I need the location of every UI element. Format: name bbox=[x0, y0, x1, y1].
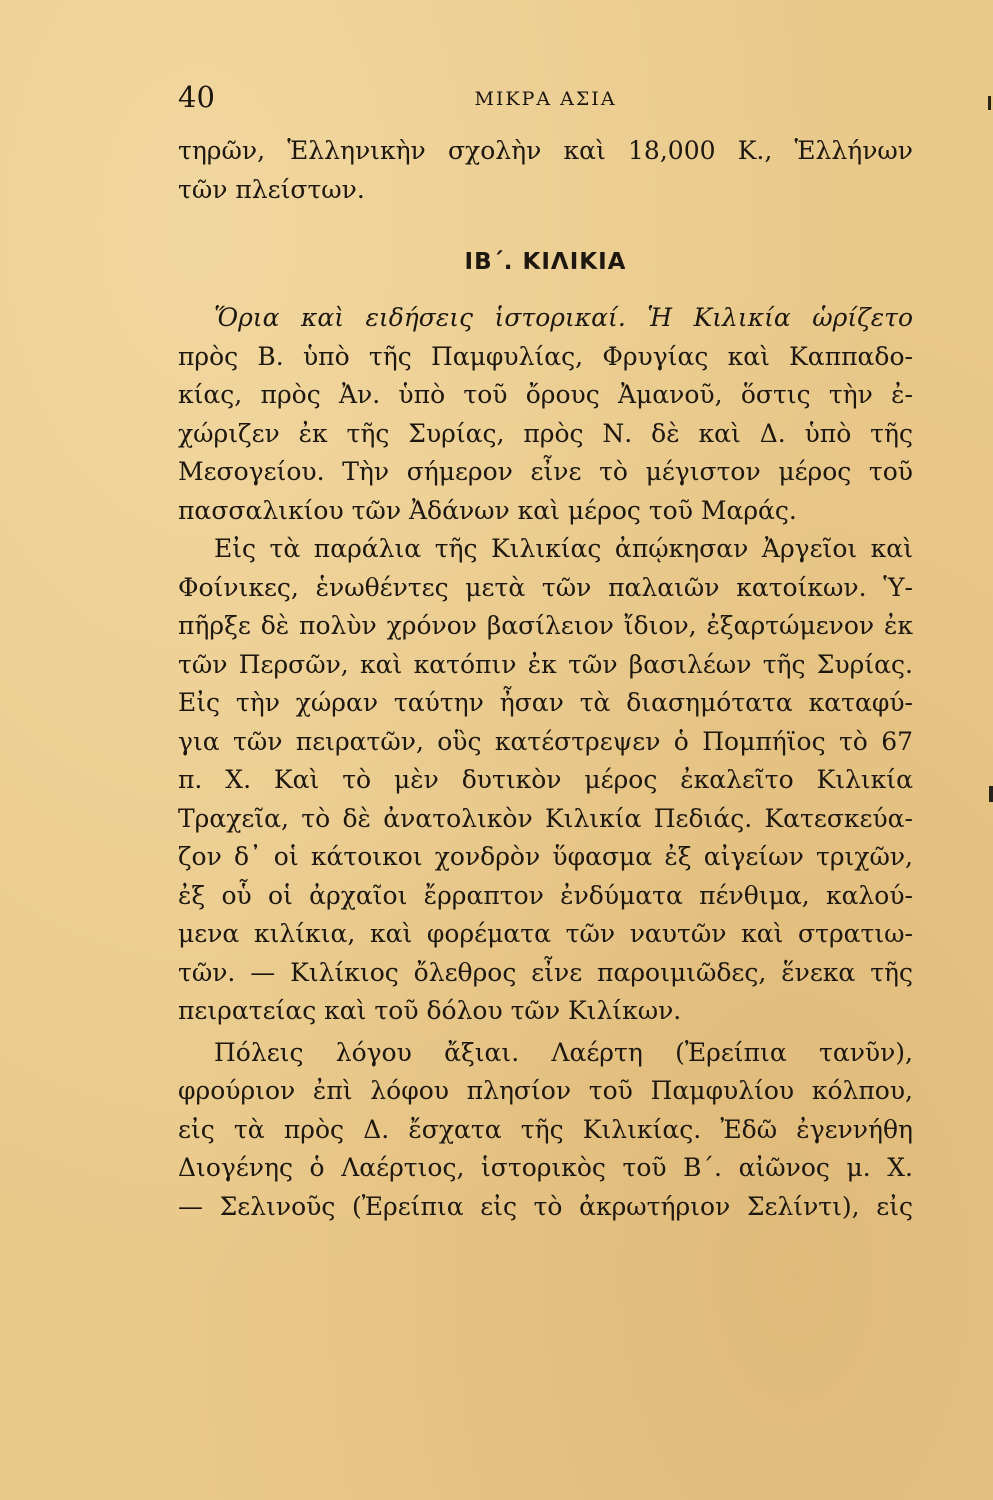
text-line: Διογένης ὁ Λαέρτιος, ἱστορικὸς τοῦ Β΄. αἰῶνος μ. Χ. bbox=[178, 1153, 913, 1182]
margin-mark bbox=[988, 96, 991, 110]
section-heading: ΙΒ΄. ΚΙΛΙΚΙΑ bbox=[464, 249, 627, 275]
text-line: τῶν πλείστων. bbox=[178, 174, 365, 204]
body-text bbox=[178, 132, 913, 1226]
text-line: πειρατείας καὶ τοῦ δόλου τῶν Κιλίκων. bbox=[178, 996, 682, 1025]
text-line: τῶν. — Κιλίκιος ὄλεθρος εἶνε παροιμιῶδες, ἕνεκα τῆς bbox=[178, 957, 913, 987]
text-line: τηρῶν, Ἑλληνικὴν σχολὴν καὶ 18,000 Κ., Ἑλλήνων bbox=[178, 136, 913, 165]
text-line: Μεσογείου. Τὴν σήμερον εἶνε τὸ μέγιστον μέρος τοῦ bbox=[178, 457, 913, 486]
text-line: πρὸς Β. ὑπὸ τῆς Παμφυλίας, Φρυγίας καὶ Καππαδο- bbox=[178, 341, 913, 371]
page-number: 40 bbox=[178, 80, 215, 114]
text-line: Ὅρια καὶ ειδήσεις ἱστορικαί. Ἡ Κιλικία ὡρίζετο bbox=[214, 303, 913, 332]
text-line: Φοίνικες, ἑνωθέντες μετὰ τῶν παλαιῶν κατοίκων. Ὑ- bbox=[178, 572, 913, 602]
text-line: εἰς τὰ πρὸς Δ. ἔσχατα τῆς Κιλικίας. Ἐδῶ ἐγεννήθη bbox=[178, 1114, 913, 1144]
text-line: Τραχεῖα, τὸ δὲ ἀνατολικὸν Κιλικία Πεδιάς. Κατεσκεύα- bbox=[178, 803, 913, 833]
text-line: τῶν Περσῶν, καὶ κατόπιν ἐκ τῶν βασιλέων τῆς Συρίας. bbox=[178, 649, 913, 679]
text-line: π. Χ. Καὶ τὸ μὲν δυτικὸν μέρος ἐκαλεῖτο Κιλικία bbox=[178, 765, 913, 794]
text-line: χώριζεν ἐκ τῆς Συρίας, πρὸς Ν. δὲ καὶ Δ. ὑπὸ τῆς bbox=[178, 418, 913, 448]
margin-mark bbox=[989, 786, 993, 802]
text-line: ζον δ᾽ οἱ κάτοικοι χονδρὸν ὕφασμα ἐξ αἰγείων τριχῶν, bbox=[178, 842, 913, 871]
text-line: Εἰς τὴν χώραν ταύτην ἦσαν τὰ διασημότατα καταφύ- bbox=[178, 688, 913, 717]
subsection-line: Πόλεις λόγου ἄξιαι. Λαέρτη (Ἐρείπια τανῦν), bbox=[214, 1037, 913, 1067]
text-line: φρούριον ἐπὶ λόφου πλησίον τοῦ Παμφυλίου κόλπου, bbox=[178, 1076, 913, 1105]
text-line: ἐξ οὗ οἱ ἀρχαῖοι ἔρραπτον ἐνδύματα πένθιμα, καλού- bbox=[178, 880, 913, 910]
text-line: κίας, πρὸς Ἀν. ὑπὸ τοῦ ὄρους Ἀμανοῦ, ὅστις τὴν ἐ- bbox=[178, 380, 913, 409]
text-line: Εἰς τὰ παράλια τῆς Κιλικίας ἀπῴκησαν Ἀργεῖοι καὶ bbox=[214, 534, 913, 563]
page-header bbox=[178, 80, 913, 120]
text-line: για τῶν πειρατῶν, οὓς κατέστρεψεν ὁ Πομπήϊος τὸ 67 bbox=[178, 726, 913, 756]
text-line: — Σελινοῦς (Ἐρείπια εἰς τὸ ἀκρωτήριον Σελίντι), εἰς bbox=[178, 1191, 913, 1221]
text-line: πασσαλικίου τῶν Ἀδάνων καὶ μέρος τοῦ Μαράς. bbox=[178, 495, 797, 525]
text-line: πῆρξε δὲ πολὺν χρόνον βασίλειον ἴδιον, ἐξαρτώμενον ἐκ bbox=[178, 611, 913, 640]
running-title: ΜΙΚΡΑ ΑΣΙΑ bbox=[474, 88, 617, 110]
text-line: μενα κιλίκια, καὶ φορέματα τῶν ναυτῶν καὶ στρατιω- bbox=[178, 919, 913, 948]
